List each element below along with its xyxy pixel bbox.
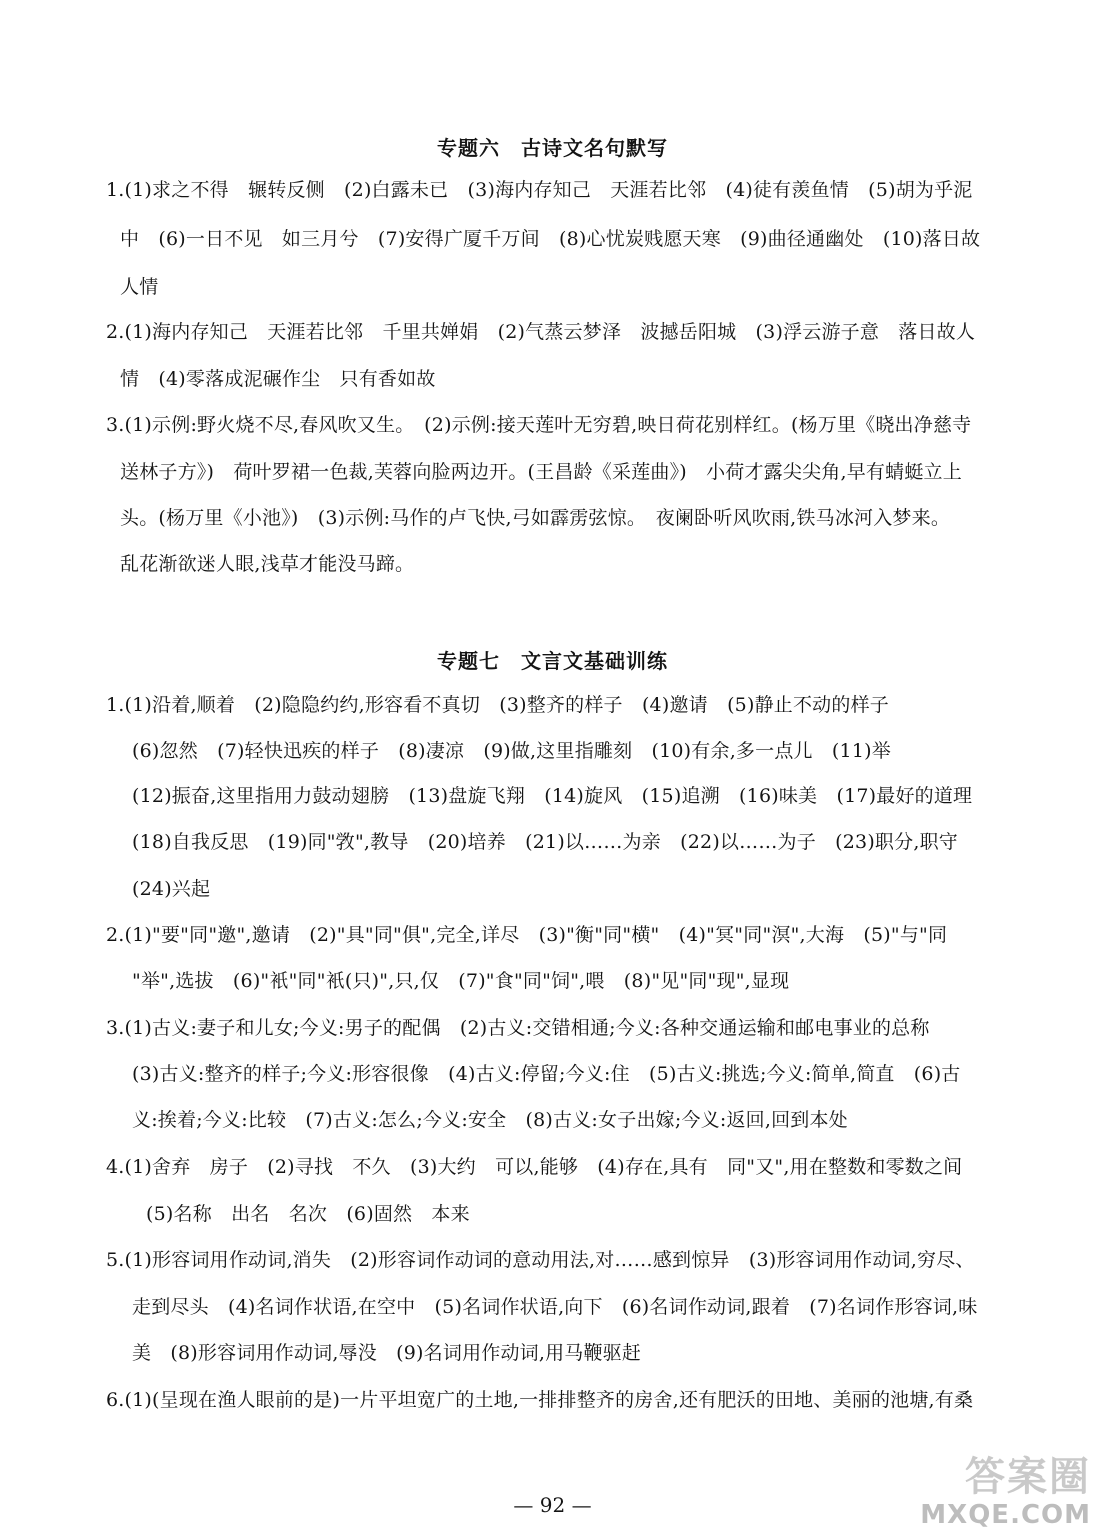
section-7-line: (3)古义:整齐的样子;今义:形容很像 (4)古义:停留;今义:住 (5)古义:挑选;今义:简单,简直 (6)古 (132, 1063, 961, 1085)
section-7-line: 走到尽头 (4)名词作状语,在空中 (5)名词作状语,向下 (6)名词作动词,跟着 (7)名词作形容词,味 (132, 1296, 978, 1318)
section-7-line: 义:挨着;今义:比较 (7)古义:怎么;今义:安全 (8)古义:女子出嫁;今义:返回,回到本处 (132, 1109, 848, 1131)
section-6-line: 头。(杨万里《小池》) (3)示例:马作的卢飞快,弓如霹雳弦惊。 夜阑卧听风吹雨,铁马冰河入梦来。 (120, 507, 951, 529)
section-6-line: 1.(1)求之不得 辗转反侧 (2)白露未已 (3)海内存知己 天涯若比邻 (4)徒有羡鱼情 (5)胡为乎泥 (106, 179, 973, 201)
section-6-line: 送林子方》) 荷叶罗裙一色裁,芙蓉向脸两边开。(王昌龄《采莲曲》) 小荷才露尖尖角,早有蜻蜓立上 (120, 461, 962, 483)
section-7-line: (6)忽然 (7)轻快迅疾的样子 (8)凄凉 (9)做,这里指雕刻 (10)有余,多一点儿 (11)举 (132, 740, 891, 762)
section-6-line: 2.(1)海内存知己 天涯若比邻 千里共婵娟 (2)气蒸云梦泽 波撼岳阳城 (3)浮云游子意 落日故人 (106, 321, 976, 343)
section-6-line: 中 (6)一日不见 如三月兮 (7)安得广厦千万间 (8)心忧炭贱愿天寒 (9)曲径通幽处 (10)落日故 (120, 228, 981, 250)
section-7-line: (24)兴起 (132, 878, 211, 900)
section-6-line: 人情 (120, 276, 159, 298)
watermark (920, 1445, 1095, 1530)
section-7-title: 专题七 文言文基础训练 (437, 649, 668, 673)
section-7-line: 4.(1)舍弃 房子 (2)寻找 不久 (3)大约 可以,能够 (4)存在,具有 同"又",用在整数和零数之间 (106, 1156, 963, 1178)
page-number: — 92 — (513, 1493, 592, 1517)
section-7-line: 5.(1)形容词用作动词,消失 (2)形容词作动词的意动用法,对……感到惊异 (3)形容词用作动词,穷尽、 (106, 1249, 975, 1271)
watermark-logo: 答案圈 (965, 1454, 1091, 1500)
section-7-line: (12)振奋,这里指用力鼓动翅膀 (13)盘旋飞翔 (14)旋风 (15)追溯 (16)味美 (17)最好的道理 (132, 785, 973, 807)
section-6-line: 乱花渐欲迷人眼,浅草才能没马蹄。 (120, 553, 415, 575)
section-6-title: 专题六 古诗文名句默写 (437, 136, 668, 160)
section-7-line: 1.(1)沿着,顺着 (2)隐隐约约,形容看不真切 (3)整齐的样子 (4)邀请 (5)静止不动的样子 (106, 694, 889, 716)
section-7-line: 2.(1)"要"同"邀",邀请 (2)"具"同"俱",完全,详尽 (3)"衡"同"横" (4)"冥"同"溟",大海 (5)"与"同 (106, 924, 948, 946)
section-7-line: 美 (8)形容词用作动词,辱没 (9)名词用作动词,用马鞭驱赶 (132, 1342, 642, 1364)
watermark-url: MXQE.COM (920, 1500, 1091, 1530)
section-6-line: 情 (4)零落成泥碾作尘 只有香如故 (120, 368, 436, 390)
section-7-line: "举",选拔 (6)"衹"同"衹(只)",只,仅 (7)"食"同"饲",喂 (8)"见"同"现",显现 (132, 970, 790, 992)
section-7-line: 3.(1)古义:妻子和儿女;今义:男子的配偶 (2)古义:交错相通;今义:各种交通运输和邮电事业的总称 (106, 1017, 930, 1039)
section-7-line: (18)自我反思 (19)同"敩",教导 (20)培养 (21)以……为亲 (22)以……为子 (23)职分,职守 (132, 831, 958, 853)
section-7-line: (5)名称 出名 名次 (6)固然 本来 (146, 1203, 470, 1225)
section-7-line: 6.(1)(呈现在渔人眼前的是)一片平坦宽广的土地,一排排整齐的房舍,还有肥沃的田地、美丽的池塘,有桑 (106, 1389, 974, 1411)
section-6-line: 3.(1)示例:野火烧不尽,春风吹又生。 (2)示例:接天莲叶无穷碧,映日荷花别样红。(杨万里《晓出净慈寺 (106, 414, 972, 436)
